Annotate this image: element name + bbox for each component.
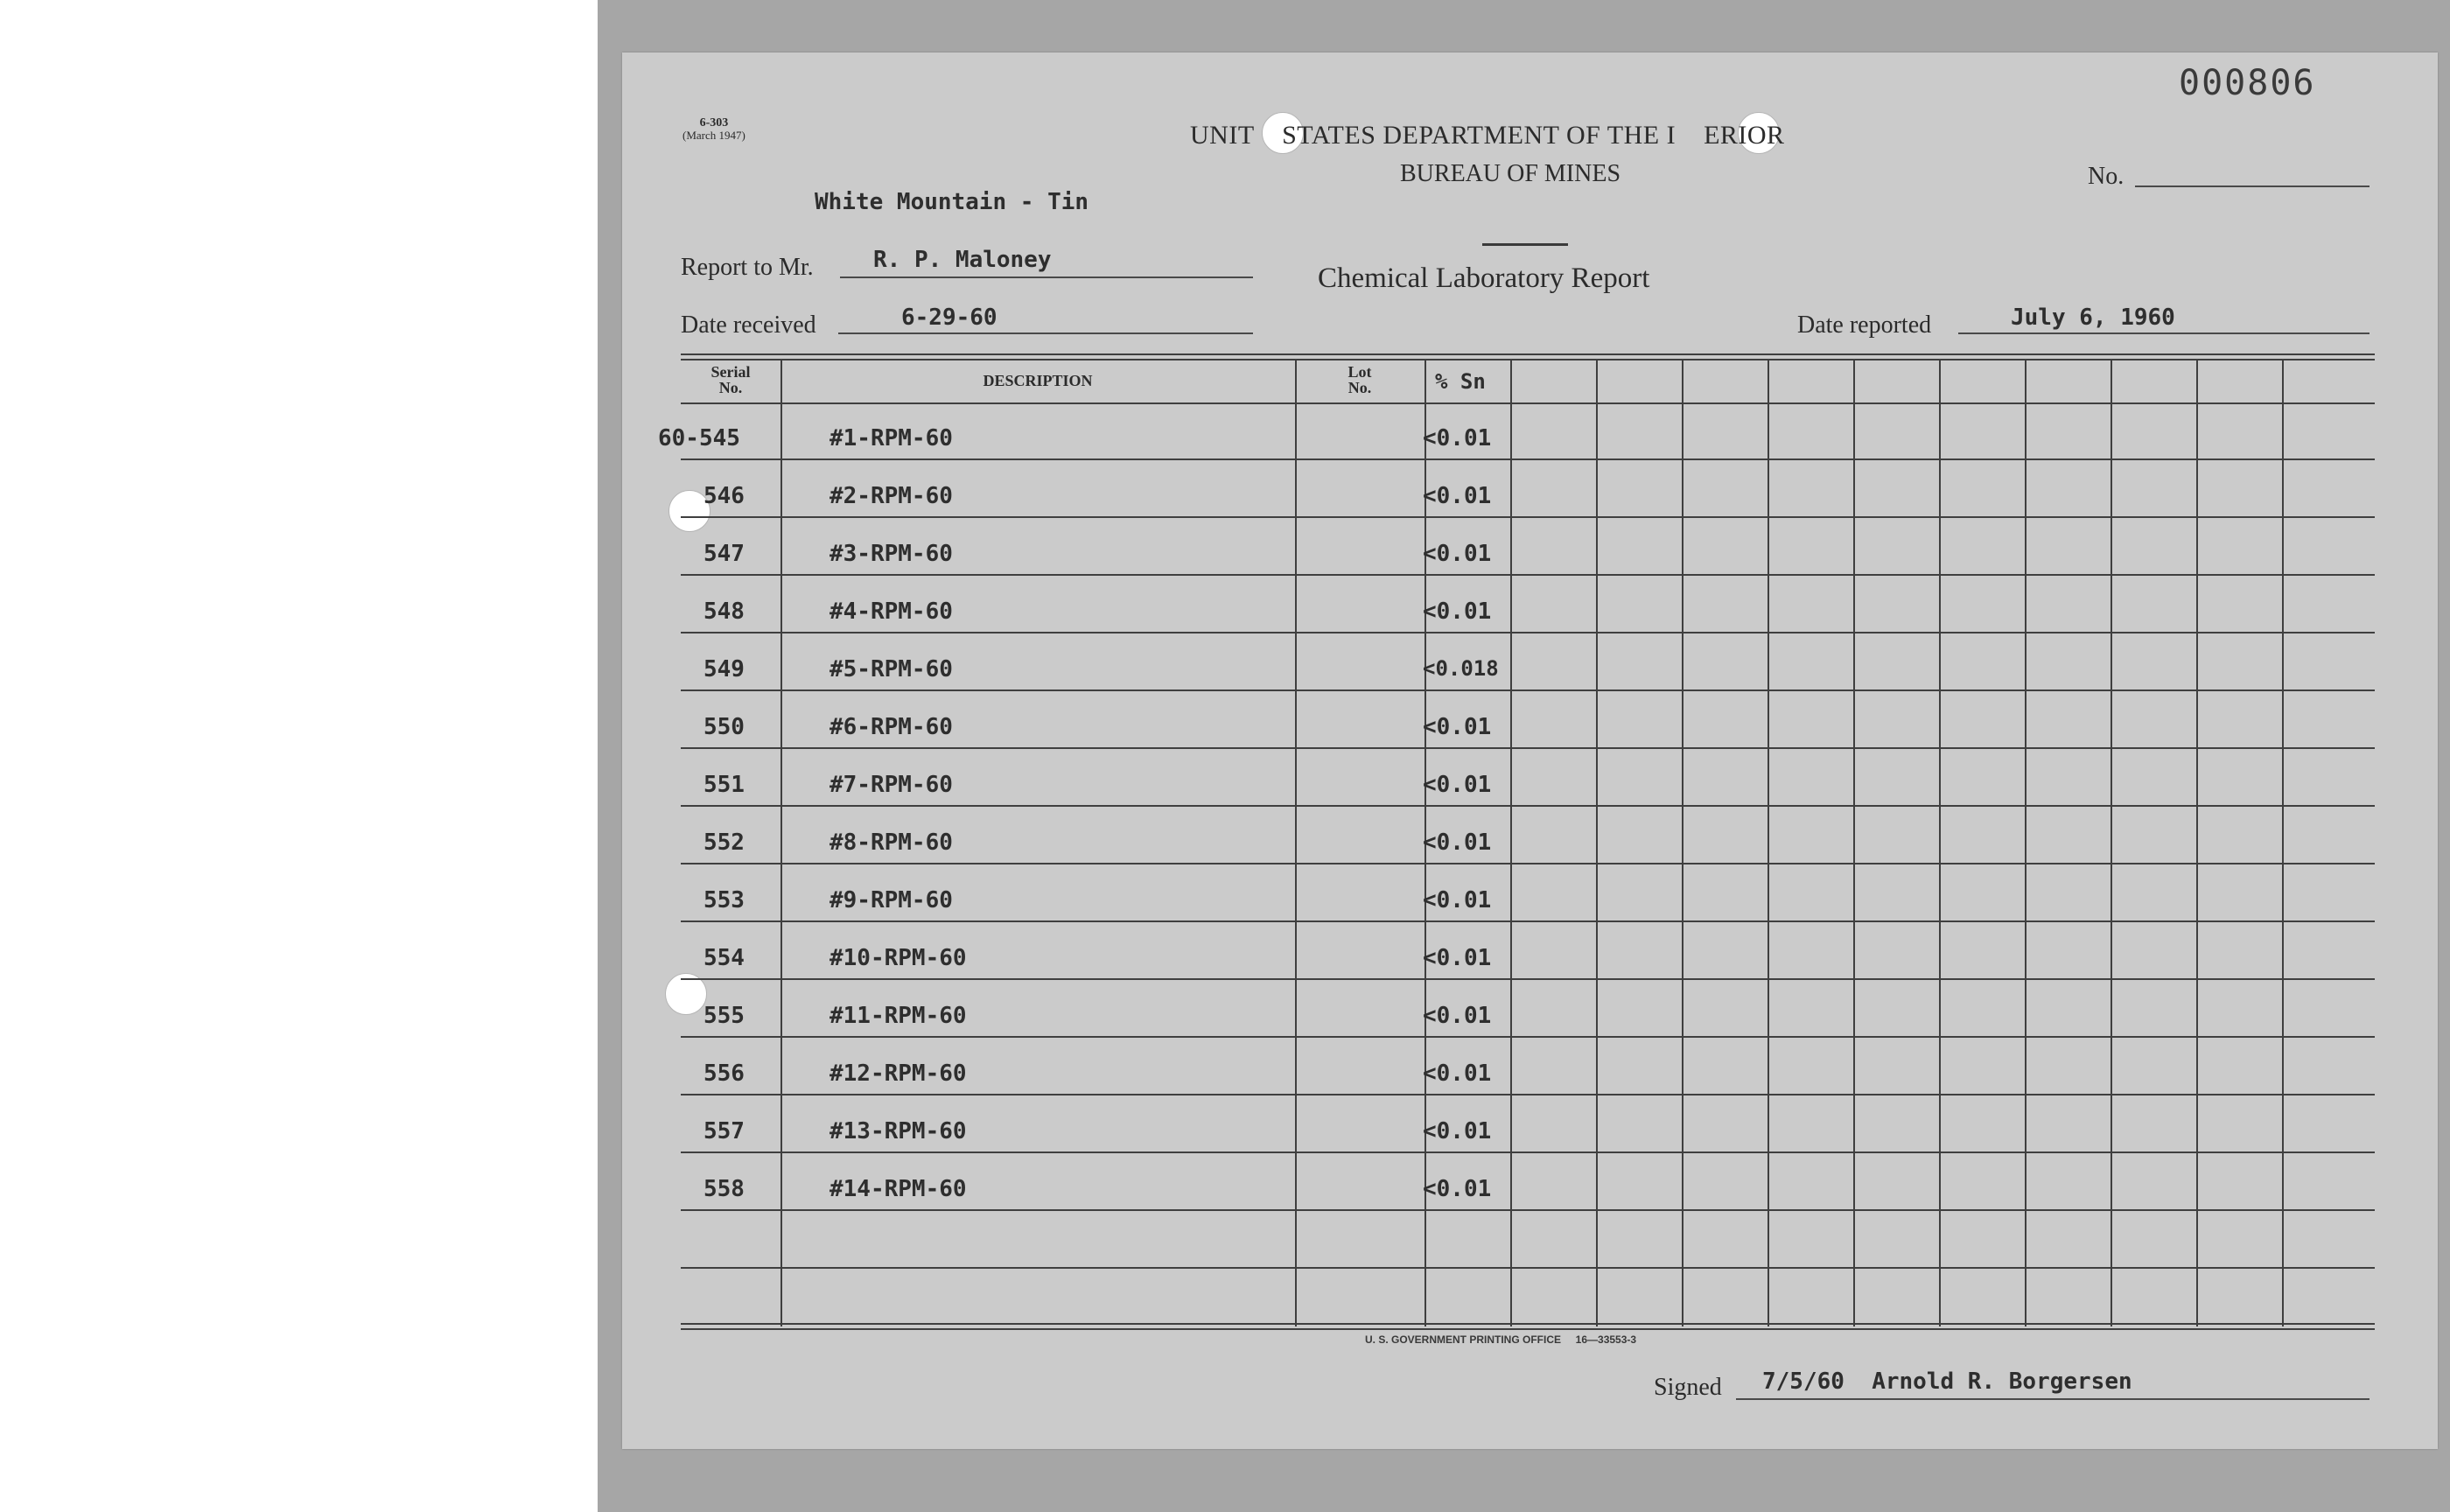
cell-description: #9-RPM-60 [830,887,953,914]
row-rule [681,1152,2375,1153]
column-rule [2196,360,2198,1326]
column-rule [1853,360,1855,1326]
report-to-value: R. P. Maloney [873,247,1052,273]
row-rule [681,1094,2375,1096]
signed-value: 7/5/60 Arnold R. Borgersen [1762,1368,2132,1395]
header-lot-line1: Lot [1348,363,1372,381]
bureau-heading: BUREAU OF MINES [1400,160,1621,187]
title-rule [1482,243,1568,246]
date-received-line [838,332,1253,334]
signed-label: Signed [1654,1374,1722,1401]
column-rule [1682,360,1684,1326]
cell-sn: <0.01 [1423,945,1492,971]
column-rule [1510,360,1512,1326]
cell-sn: <0.018 [1423,656,1499,681]
cell-serial: 558 [704,1176,745,1202]
row-rule [681,747,2375,749]
row-rule [681,920,2375,922]
cell-serial: 547 [704,541,745,567]
column-rule [1596,360,1598,1326]
table-bottom-rule-inner [681,1328,2375,1330]
report-title: Chemical Laboratory Report [1318,262,1650,294]
date-reported-value: July 6, 1960 [2011,304,2175,331]
cell-serial: 550 [704,714,745,740]
row-rule [681,632,2375,634]
cell-sn: <0.01 [1423,425,1492,452]
cell-sn: <0.01 [1423,772,1492,798]
table-top-rule-inner [681,359,2375,360]
date-received-label: Date received [681,312,816,339]
header-description: DESCRIPTION [983,372,1093,389]
cell-serial: 546 [704,483,745,509]
column-rule [2282,360,2284,1326]
archive-stamp: 000806 [2179,63,2316,103]
row-rule [681,1209,2375,1211]
results-table [658,354,2375,1332]
header-percent-sn: % Sn [1435,369,1486,394]
report-to-label: Report to Mr. [681,254,814,281]
cell-serial: 555 [704,1003,745,1029]
table-top-rule [681,354,2375,355]
cell-sn: <0.01 [1423,1176,1492,1202]
cell-serial: 556 [704,1060,745,1087]
cell-description: #11-RPM-60 [830,1003,967,1029]
cell-serial: 552 [704,830,745,856]
cell-description: #2-RPM-60 [830,483,953,509]
cell-serial: 548 [704,598,745,625]
cell-serial: 60-545 [658,425,740,452]
row-rule [681,458,2375,460]
column-rule [780,360,782,1326]
report-number-label: No. [2088,163,2124,190]
cell-description: #7-RPM-60 [830,772,953,798]
report-number-line [2135,186,2370,187]
table-bottom-rule [681,1323,2375,1325]
printing-office-imprint: U. S. GOVERNMENT PRINTING OFFICE 16—33553-3 [1365,1334,1637,1346]
column-rule [2110,360,2112,1326]
cell-serial: 551 [704,772,745,798]
cell-sn: <0.01 [1423,598,1492,625]
department-heading: UNIT STATES DEPARTMENT OF THE I ERIOR [1190,121,1785,150]
cell-sn: <0.01 [1423,1060,1492,1087]
report-to-line [840,276,1253,278]
column-rule [2025,360,2026,1326]
cell-description: #4-RPM-60 [830,598,953,625]
header-lot-no [1295,364,1424,396]
cell-description: #1-RPM-60 [830,425,953,452]
cell-sn: <0.01 [1423,1003,1492,1029]
header-serial-line1: Serial [710,363,751,381]
cell-description: #8-RPM-60 [830,830,953,856]
cell-description: #5-RPM-60 [830,656,953,682]
header-lot-line2: No. [1348,379,1372,396]
row-rule [681,574,2375,576]
cell-serial: 554 [704,945,745,971]
cell-sn: <0.01 [1423,830,1492,856]
header-rule [681,402,2375,404]
row-rule [681,1267,2375,1269]
cell-serial: 557 [704,1118,745,1144]
row-rule [681,690,2375,691]
cell-sn: <0.01 [1423,714,1492,740]
row-rule [681,805,2375,807]
date-reported-line [1958,332,2370,334]
form-edition: (March 1947) [682,129,746,142]
cell-sn: <0.01 [1423,1118,1492,1144]
header-serial-no [681,364,780,396]
project-name: White Mountain - Tin [815,189,1089,215]
header-serial-line2: No. [718,379,743,396]
cell-serial: 549 [704,656,745,682]
cell-sn: <0.01 [1423,887,1492,914]
cell-serial: 553 [704,887,745,914]
cell-description: #6-RPM-60 [830,714,953,740]
cell-description: #12-RPM-60 [830,1060,967,1087]
cell-sn: <0.01 [1423,541,1492,567]
cell-description: #3-RPM-60 [830,541,953,567]
signature-line [1736,1398,2370,1400]
row-rule [681,978,2375,980]
row-rule [681,516,2375,518]
date-received-value: 6-29-60 [901,304,998,331]
column-rule [1768,360,1769,1326]
form-number-code: 6-303 [699,116,729,130]
cell-description: #14-RPM-60 [830,1176,967,1202]
date-reported-label: Date reported [1797,312,1932,339]
column-rule [1295,360,1297,1326]
row-rule [681,863,2375,864]
form-number [682,117,746,142]
cell-sn: <0.01 [1423,483,1492,509]
cell-description: #10-RPM-60 [830,945,967,971]
column-rule [1939,360,1941,1326]
cell-description: #13-RPM-60 [830,1118,967,1144]
row-rule [681,1036,2375,1038]
